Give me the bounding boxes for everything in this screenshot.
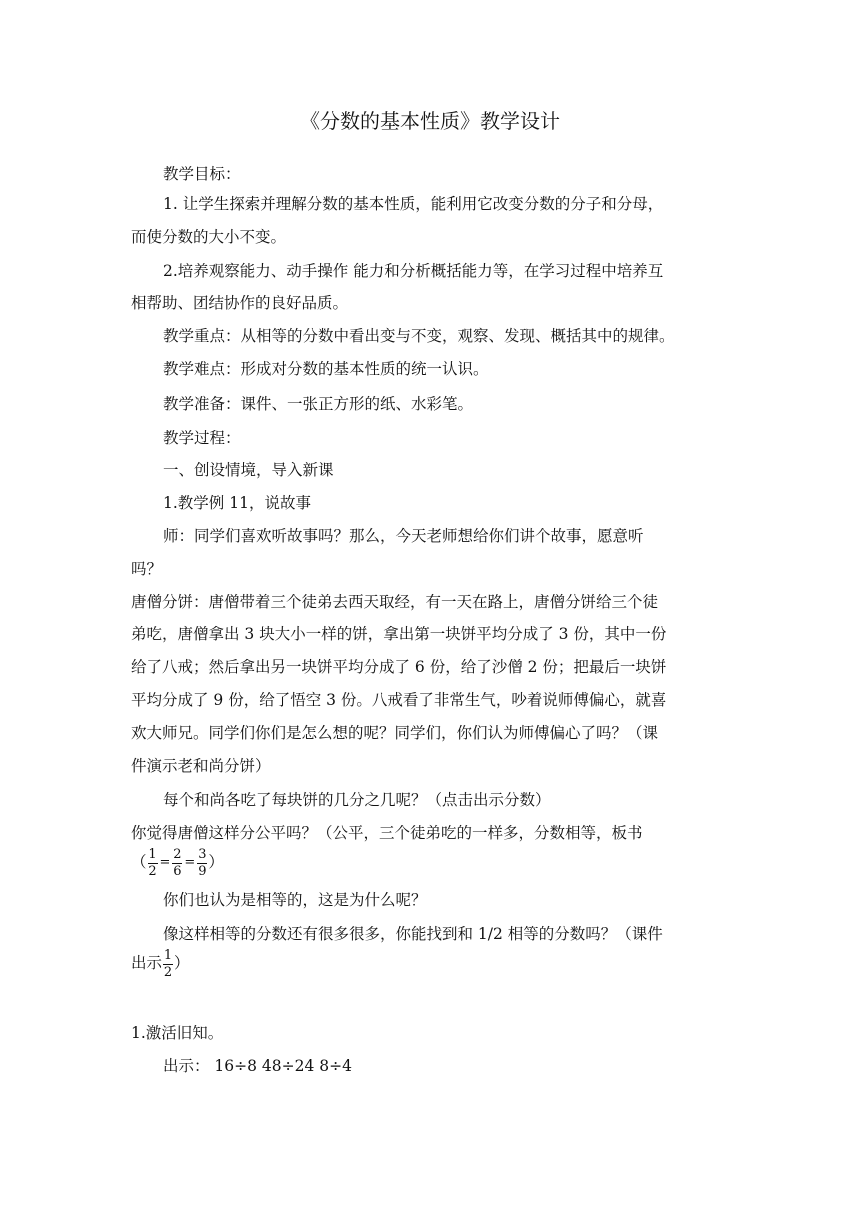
text-line: 给了八戒；然后拿出另一块饼平均分成了 6 份，给了沙僧 2 份；把最后一块饼 xyxy=(131,658,667,676)
show-label: 出示 xyxy=(131,954,163,972)
text-line: 相帮助、团结协作的良好品质。 xyxy=(131,294,349,312)
open-paren: （ xyxy=(131,853,147,871)
fraction xyxy=(197,848,207,878)
text-line: 教学重点：从相等的分数中看出变与不变，观察、发现、概括其中的规律。 xyxy=(163,327,675,345)
text-line: 你觉得唐僧这样分公平吗？（公平，三个徒弟吃的一样多，分数相等，板书 xyxy=(131,824,643,842)
text-line: 平均分成了 9 份，给了悟空 3 份。八戒看了非常生气，吵着说师傅偏心，就喜 xyxy=(131,691,667,709)
text-line: 师：同学们喜欢听故事吗？那么，今天老师想给你们讲个故事，愿意听 xyxy=(163,527,644,545)
document-title: 《分数的基本性质》教学设计 xyxy=(300,109,560,133)
text-line: 教学过程： xyxy=(163,429,241,447)
text-line: 吗？ xyxy=(131,560,163,578)
close-paren: ） xyxy=(208,853,224,871)
show-half-line xyxy=(131,948,190,979)
text-line: 教学难点：形成对分数的基本性质的统一认识。 xyxy=(163,360,489,378)
close-paren: ） xyxy=(174,954,190,972)
section-heading: 一、创设情境，导入新课 xyxy=(163,461,334,479)
text-line: 你们也认为是相等的，这是为什么呢？ xyxy=(163,891,427,909)
numerator: 1 xyxy=(163,949,173,963)
text-line: 教学准备：课件、一张正方形的纸、水彩笔。 xyxy=(163,395,474,413)
text-line: 唐僧分饼：唐僧带着三个徒弟去西天取经，有一天在路上，唐僧分饼给三个徒 xyxy=(131,593,659,611)
text-line: 出示： 16÷8 48÷24 8÷4 xyxy=(163,1057,352,1075)
board-fraction-equation xyxy=(131,847,224,878)
text-line: 1. 让学生探索并理解分数的基本性质，能利用它改变分数的分子和分母， xyxy=(163,195,664,213)
text-line: 而使分数的大小不变。 xyxy=(131,228,287,246)
equals-sign: = xyxy=(184,855,196,870)
denominator: 9 xyxy=(198,864,207,878)
equals-sign: = xyxy=(159,855,171,870)
numerator: 2 xyxy=(173,848,182,862)
denominator: 2 xyxy=(148,864,157,878)
fraction xyxy=(172,848,182,878)
text-line: 1.教学例 11，说故事 xyxy=(163,494,311,512)
text-line: 件演示老和尚分饼） xyxy=(131,757,271,775)
text-line: 教学目标： xyxy=(163,165,241,183)
fraction xyxy=(163,949,173,979)
text-line: 每个和尚各吃了每块饼的几分之几呢？（点击出示分数） xyxy=(163,791,551,809)
text-line: 2.培养观察能力、动手操作 能力和分析概括能力等，在学习过程中培养互 xyxy=(163,262,664,280)
text-line: 像这样相等的分数还有很多很多，你能找到和 1/2 相等的分数吗？（课件 xyxy=(163,925,663,943)
numerator: 3 xyxy=(198,848,207,862)
fraction xyxy=(148,848,158,878)
text-line: 欢大师兄。同学们你们是怎么想的呢？同学们，你们认为师傅偏心了吗？（课 xyxy=(131,724,659,742)
denominator: 6 xyxy=(173,864,182,878)
denominator: 2 xyxy=(163,965,173,979)
text-line: 弟吃，唐僧拿出 3 块大小一样的饼，拿出第一块饼平均分成了 3 份，其中一份 xyxy=(131,625,667,643)
numerator: 1 xyxy=(148,848,157,862)
text-line: 1.激活旧知。 xyxy=(131,1024,224,1042)
